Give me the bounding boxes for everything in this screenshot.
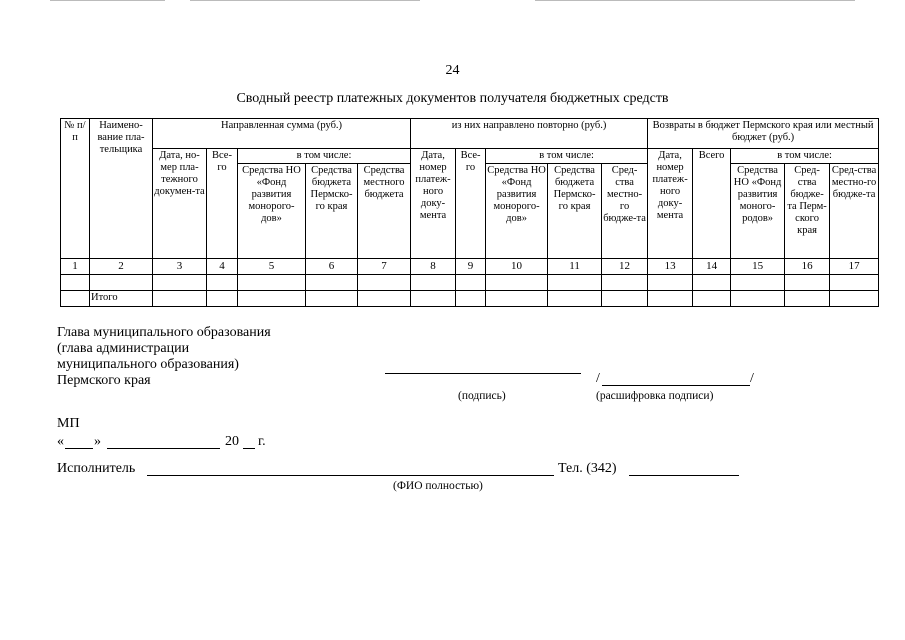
decode-line: [602, 385, 750, 386]
head-line-4: Пермского края: [57, 373, 151, 388]
stamp-label: МП: [57, 416, 80, 431]
header-local-budget: Средства местного бюджета: [358, 164, 411, 259]
col-number: 7: [358, 259, 411, 275]
date-close-quote: »: [94, 434, 101, 449]
table-row-total: [61, 291, 879, 307]
executor-label: Исполнитель: [57, 461, 136, 476]
header-total-3: Всего: [693, 149, 731, 259]
header-local-budget-3: Сред-ства местно-го бюдже-та: [830, 164, 879, 259]
col-number: 4: [207, 259, 238, 275]
phone-line: [629, 475, 739, 476]
head-line-3: муниципального образования): [57, 357, 239, 372]
top-line-right: [535, 0, 855, 1]
header-including-2: в том числе:: [486, 149, 648, 164]
date-year-line: [243, 448, 255, 449]
header-num: № п/п: [61, 119, 90, 259]
col-number: 12: [602, 259, 648, 275]
register-table: [60, 118, 879, 307]
header-perm-budget-3: Сред-ства бюдже-та Перм-ского края: [785, 164, 830, 259]
signature-line: [385, 373, 581, 374]
date-month-line: [107, 448, 220, 449]
col-number: 1: [61, 259, 90, 275]
header-no-fond-2: Средства НО «Фонд развития монорого-дов»: [486, 164, 548, 259]
page-title: Сводный реестр платежных документов получателя бюджетных средств: [236, 91, 669, 106]
header-sent-amount: Направленная сумма (руб.): [153, 119, 411, 149]
head-line-2: (главa администрации: [57, 341, 190, 356]
header-date-doc: Дата, но-мер пла-тежного докумен-та: [153, 149, 207, 259]
col-number: 10: [486, 259, 548, 275]
col-number: 5: [238, 259, 306, 275]
col-number: 11: [548, 259, 602, 275]
slash-open: /: [596, 371, 600, 386]
date-year: 20: [225, 434, 239, 449]
col-number: 2: [90, 259, 153, 275]
date-day-line: [65, 448, 93, 449]
table-row-empty: [61, 275, 879, 291]
header-date-doc-2: Дата, номер платеж-ного доку-мента: [411, 149, 456, 259]
caption-decode: (расшифровка подписи): [596, 390, 714, 402]
top-line-left: [50, 0, 165, 1]
col-number: 15: [731, 259, 785, 275]
date-suffix: г.: [258, 434, 266, 449]
header-payer-name: Наимено-вание пла-тельщика: [90, 119, 153, 259]
executor-line: [147, 475, 554, 476]
total-label: Итого: [90, 291, 153, 307]
col-number: 13: [648, 259, 693, 275]
date-open-quote: «: [57, 434, 64, 449]
slash-close: /: [750, 371, 754, 386]
col-number: 16: [785, 259, 830, 275]
page-number: 24: [445, 63, 460, 78]
col-number: 17: [830, 259, 879, 275]
top-line-mid: [190, 0, 420, 1]
header-no-fond-3: Средства НО «Фонд развития моного-родов»: [731, 164, 785, 259]
phone-label: Тел. (342): [558, 461, 617, 476]
header-returns: Возвраты в бюджет Пермского края или местный бюджет (руб.): [648, 119, 879, 149]
fio-caption: (ФИО полностью): [393, 480, 483, 492]
header-including-3: в том числе:: [731, 149, 879, 164]
header-date-doc-3: Дата, номер платеж-ного доку-мента: [648, 149, 693, 259]
header-total: Все-го: [207, 149, 238, 259]
col-number: 14: [693, 259, 731, 275]
header-including: в том числе:: [238, 149, 411, 164]
header-total-2: Все-го: [456, 149, 486, 259]
caption-signature: (подпись): [458, 390, 506, 402]
head-signature-block: [57, 325, 271, 389]
col-number: 3: [153, 259, 207, 275]
column-numbers-row: [61, 259, 879, 275]
col-number: 8: [411, 259, 456, 275]
col-number: 6: [306, 259, 358, 275]
header-no-fond: Средства НО «Фонд развития монорого-дов»: [238, 164, 306, 259]
col-number: 9: [456, 259, 486, 275]
header-perm-budget-2: Средства бюджета Пермско-го края: [548, 164, 602, 259]
header-perm-budget: Средства бюджета Пермско-го края: [306, 164, 358, 259]
head-line-1: Глава муниципального образования: [57, 325, 271, 340]
header-local-budget-2: Сред-ства местно-го бюдже-та: [602, 164, 648, 259]
header-repeat-amount: из них направлено повторно (руб.): [411, 119, 648, 149]
